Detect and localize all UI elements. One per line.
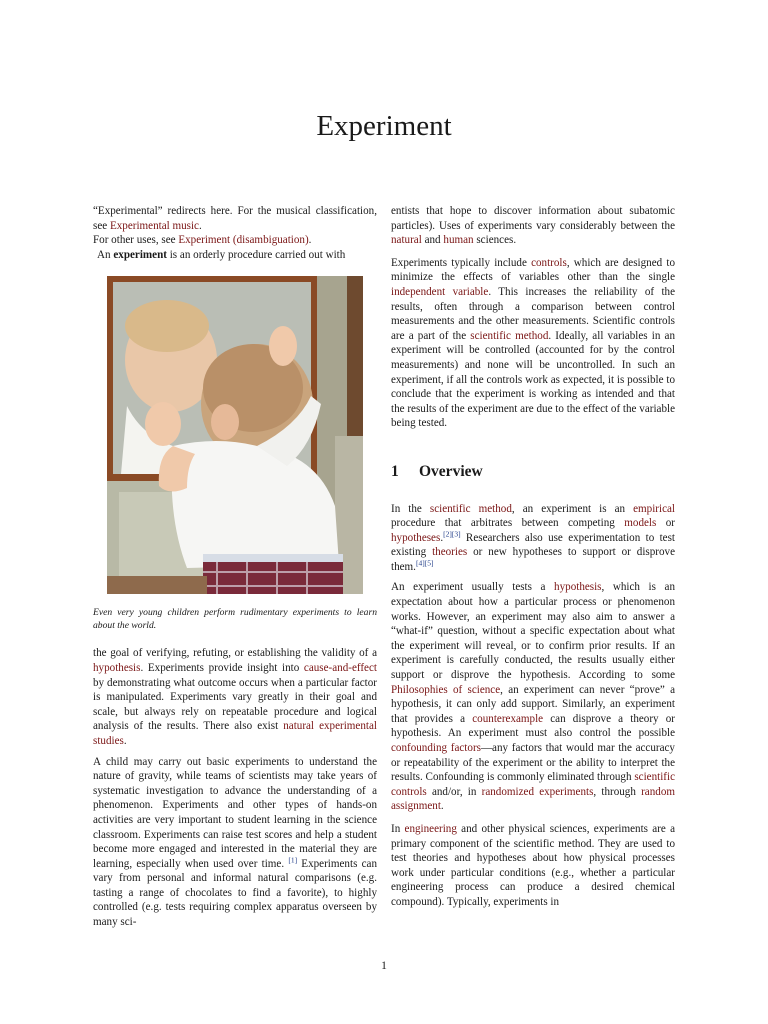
paragraph-engineering (391, 822, 675, 910)
link-experiment-disambiguation[interactable]: Experiment (disambiguation) (178, 234, 309, 247)
paragraph-scientific-method (391, 502, 675, 575)
left-column (93, 204, 377, 930)
paragraph-child-gravity (93, 755, 377, 930)
text-run: procedure that arbitrates between competing (391, 517, 625, 530)
section-heading-overview (391, 462, 675, 480)
link-counterexample[interactable]: counterexample (472, 712, 544, 725)
text-run: and other physical sciences, experiments are a primary component of the scientific method. They are used to test theories and hypotheses about how physical processes work under particular conditions (e.g., whether a particular engineering process can produce a desired chemical compound). Typically, experiments in (391, 822, 675, 908)
text-run: , an experiment can never “prove” a hypothesis, it can only add support. Similarly, an experiment that provides a (391, 683, 675, 725)
hatnote-text: . (308, 234, 312, 247)
text-run: , an experiment is an (511, 502, 634, 515)
hatnote-text: For other uses, see (93, 234, 179, 247)
link-randomized-experiments[interactable]: randomized experiments (481, 785, 594, 798)
text-run: is an orderly procedure carried out with (166, 248, 346, 261)
link-scientific-method[interactable]: scientific method (470, 329, 549, 342)
link-scientific-method-2[interactable]: scientific method (429, 502, 512, 515)
section-number: 1 (391, 462, 399, 480)
link-engineering[interactable]: engineering (404, 822, 457, 835)
link-cause-and-effect[interactable]: cause-and-effect (303, 661, 377, 674)
text-run: —any factors that would mar the accuracy or repeatability of the experiment or the ability to interpret the results. Confounding is commonly eliminated through (391, 742, 675, 784)
link-theories[interactable]: theories (432, 546, 468, 559)
text-run: , through (593, 785, 642, 798)
page-number: 1 (381, 960, 387, 972)
text-run: A child may carry out basic experiments to understand the nature of gravity, while teams of scientists may take years of systematic investigation to advance the understanding of a phenomenon. Experiments and other types of hands-on activities are very important to student learning in the science classroom. Experiments can raise test scores and help a student become more engaged and interested in the material they are learning, especially when used over time. (93, 755, 377, 870)
text-run: can disprove a theory or hypothesis. An experiment must also control the possible (391, 712, 675, 740)
link-experimental-music[interactable]: Experimental music (109, 219, 199, 232)
text-run: An (97, 248, 114, 261)
hatnote-experimental (93, 204, 377, 233)
hatnote-text: “Experimental” redirects here. For the musical classification, see (93, 205, 377, 232)
citation-1[interactable]: [1] (288, 855, 298, 864)
text-run: or (656, 517, 675, 530)
link-hypothesis[interactable]: hypothesis (93, 661, 141, 674)
link-controls[interactable]: controls (531, 256, 567, 269)
right-column (391, 204, 675, 910)
link-hypothesis-2[interactable]: hypothesis (554, 581, 602, 594)
hatnote-other-uses (93, 233, 377, 248)
link-independent-variable[interactable]: independent variable (391, 285, 489, 298)
citation-4-5[interactable]: [4][5] (415, 558, 434, 568)
paragraph-subatomic (391, 204, 675, 248)
text-run: . (440, 800, 444, 813)
text-run: An experiment usually tests a (391, 581, 555, 594)
text-run: or new hypotheses to support or disprove them. (391, 546, 676, 573)
text-run: the goal of verifying, refuting, or establishing the validity of a (93, 647, 377, 660)
text-run: . This increases the reliability of the results, often through a comparison between control measurements and the other measurements. Scientific controls are a part of the (391, 285, 675, 342)
paragraph-controls (391, 256, 675, 431)
section-title: Overview (419, 462, 483, 480)
link-philosophies-of-science[interactable]: Philosophies of science (391, 683, 501, 696)
link-hypotheses[interactable]: hypotheses (391, 531, 441, 544)
text-run: and/or, in (426, 785, 482, 798)
link-natural-experimental-studies[interactable]: natural experimental studies (93, 720, 377, 747)
text-run: Researchers also use experimentation to test existing (391, 531, 675, 559)
intro-paragraph (93, 248, 377, 263)
text-run: . Experiments provide insight into (140, 661, 304, 674)
paragraph-goal (93, 646, 377, 748)
paragraph-hypothesis (391, 580, 675, 814)
text-run: Experiments can vary from personal and informal natural comparisons (e.g. tasting a range of chocolates to find a favorite), to highly controlled (e.g. tests requiring complex apparatus overseen by many sci- (93, 857, 377, 929)
text-run: . Ideally, all variables in an experiment will be controlled (accounted for by the control measurements) and none will be uncontrolled. In such an experiment, if all the controls work as expected, it is possible to conclude that the experiment is working as intended and that the results of the experiment are due to the effect of the variable being tested. (391, 329, 675, 430)
page-title: Experiment (316, 110, 452, 142)
text-run: sciences. (473, 234, 517, 247)
link-natural[interactable]: natural (391, 234, 422, 247)
figure-caption: Even very young children perform rudimentary experiments to learn about the world. (93, 607, 377, 632)
link-confounding-factors[interactable]: confounding factors (391, 742, 481, 754)
link-models[interactable]: models (624, 517, 657, 530)
citation-2-3[interactable]: [2][3] (443, 529, 461, 538)
text-run: and (421, 234, 444, 247)
hatnote-text: . (199, 219, 202, 232)
term-experiment: experiment (113, 248, 167, 261)
text-run: In the (391, 502, 430, 515)
child-mirror-photo (107, 276, 363, 594)
text-run: . (440, 531, 444, 544)
text-run: by demonstrating what outcome occurs when a particular factor is manipulated. Experiments vary greatly in their goal and scale, but always rely on repeatable procedure and logical analysis of the results. There also exist (93, 676, 377, 733)
text-run: . (123, 734, 127, 747)
link-empirical[interactable]: empirical (633, 502, 675, 515)
text-run: entists that hope to discover information about subatomic particles). Uses of experiments vary considerably between the (391, 205, 675, 232)
link-random-assignment[interactable]: random assignment (391, 785, 675, 813)
link-scientific-controls[interactable]: scientific controls (391, 771, 675, 798)
link-human[interactable]: human (443, 234, 474, 247)
text-run: Experiments typically include (391, 256, 532, 269)
text-run: In (391, 822, 405, 835)
text-run: , which are designed to minimize the effects of variables other than the single (391, 256, 675, 284)
text-run: , which is an expectation about how a particular process or phenomenon works. However, an experiment may also aim to answer a “what-if” question, without a specific expectation about what the experiment will reveal, or to confirm prior results. If an experiment is carefully conducted, the results usually either support or disprove the hypothesis. According to some (391, 581, 675, 682)
